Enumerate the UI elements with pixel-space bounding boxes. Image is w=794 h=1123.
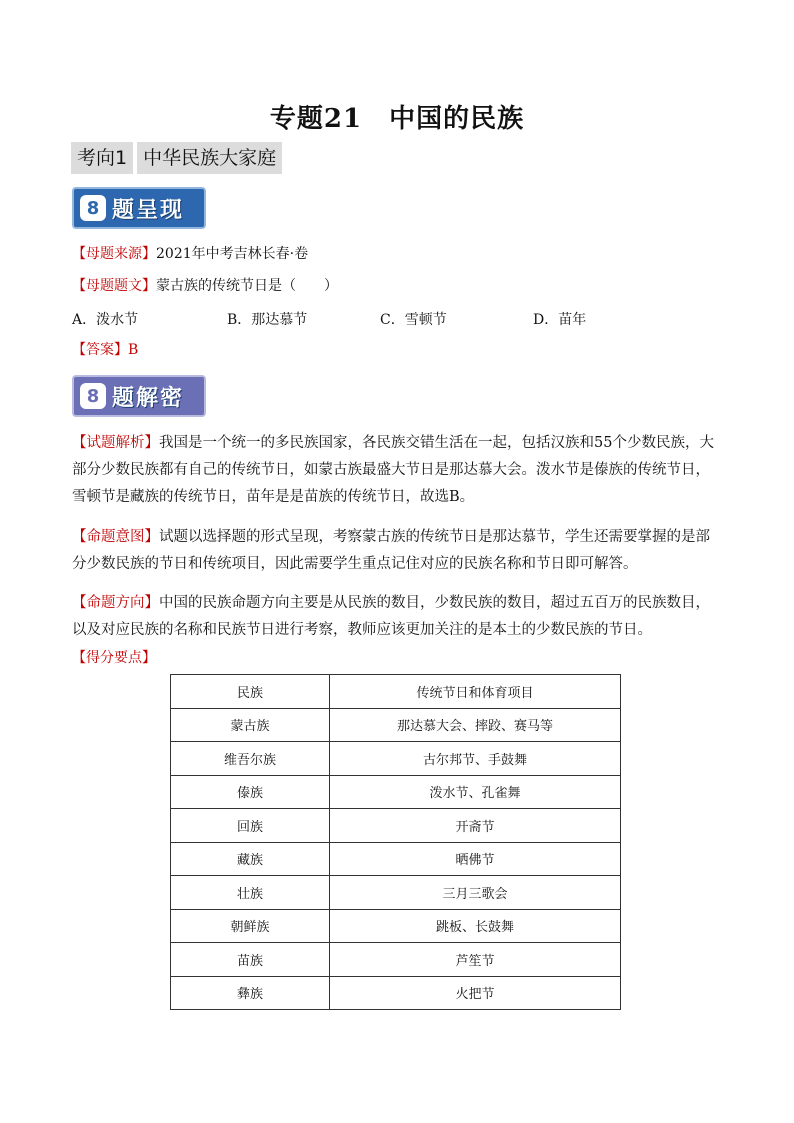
cell-festivals: 开斋节 [330, 809, 621, 843]
banner-badge-icon: 8 [80, 383, 106, 409]
table-row [171, 909, 621, 943]
question-banner [72, 187, 206, 229]
festival-table [170, 674, 621, 1010]
cell-festivals: 古尔邦节、手鼓舞 [330, 742, 621, 776]
cell-ethnic-group: 傣族 [171, 775, 330, 809]
source-label: 【母题来源】 [72, 246, 156, 262]
header-festivals: 传统节日和体育项目 [330, 675, 621, 709]
page-title: 专题21 中国的民族 [269, 104, 525, 134]
question-text: 蒙古族的传统节日是（ ） [156, 278, 338, 294]
cell-ethnic-group: 彝族 [171, 976, 330, 1010]
banner-badge-icon: 8 [80, 195, 106, 221]
table-header-row [171, 675, 621, 709]
cell-festivals: 三月三歌会 [330, 876, 621, 910]
cell-festivals: 泼水节、孔雀舞 [330, 775, 621, 809]
cell-festivals: 芦笙节 [330, 943, 621, 977]
table-row [171, 876, 621, 910]
section-number: 考向1 [71, 142, 133, 174]
table-row [171, 742, 621, 776]
answer-options [72, 309, 732, 329]
analysis-paragraph [72, 430, 724, 511]
cell-ethnic-group: 维吾尔族 [171, 742, 330, 776]
table-row [171, 943, 621, 977]
key-points-line [72, 648, 156, 668]
cell-festivals: 晒佛节 [330, 842, 621, 876]
analysis-label: 【试题解析】 [72, 435, 159, 451]
question-line [72, 276, 338, 296]
answer-value: B [128, 342, 139, 358]
option-d: D．苗年 [533, 312, 587, 328]
direction-text: 中国的民族命题方向主要是从民族的数目，少数民族的数目，超过五百万的民族数目，以及对应民族的名称和民族节日进行考察，教师应该更加关注的是本土的少数民族的节日。 [72, 595, 710, 638]
cell-ethnic-group: 回族 [171, 809, 330, 843]
direction-paragraph [72, 590, 724, 644]
analysis-text: 我国是一个统一的多民族国家，各民族交错生活在一起，包括汉族和55个少数民族，大部分少数民族都有自己的传统节日，如蒙古族最盛大节日是那达慕大会。泼水节是傣族的传统节日，雪顿节是藏族的传统节日，苗年是是苗族的传统节日，故选B。 [72, 435, 714, 505]
source-value: 2021年中考吉林长春·卷 [156, 246, 309, 262]
cell-ethnic-group: 壮族 [171, 876, 330, 910]
option-c: C．雪顿节 [380, 312, 447, 328]
direction-label: 【命题方向】 [72, 595, 159, 611]
cell-ethnic-group: 藏族 [171, 842, 330, 876]
question-label: 【母题题文】 [72, 278, 156, 294]
cell-ethnic-group: 朝鲜族 [171, 909, 330, 943]
intent-label: 【命题意图】 [72, 529, 159, 545]
cell-ethnic-group: 蒙古族 [171, 708, 330, 742]
option-b: B．那达慕节 [227, 312, 308, 328]
answer-label: 【答案】 [72, 342, 128, 358]
table-row [171, 708, 621, 742]
section-heading [71, 142, 282, 174]
banner-text: 题解密 [112, 385, 185, 411]
header-ethnic-group: 民族 [171, 675, 330, 709]
cell-festivals: 那达慕大会、摔跤、赛马等 [330, 708, 621, 742]
table-row [171, 976, 621, 1010]
cell-festivals: 火把节 [330, 976, 621, 1010]
table-row [171, 775, 621, 809]
intent-paragraph [72, 524, 724, 578]
intent-text: 试题以选择题的形式呈现，考察蒙古族的传统节日是那达慕节，学生还需要掌握的是部分少数民族的节日和传统项目，因此需要学生重点记住对应的民族名称和节日即可解答。 [72, 529, 710, 572]
cell-festivals: 跳板、长鼓舞 [330, 909, 621, 943]
cell-ethnic-group: 苗族 [171, 943, 330, 977]
option-a: A．泼水节 [72, 312, 139, 328]
section-name: 中华民族大家庭 [137, 142, 282, 174]
source-line [72, 244, 308, 264]
analysis-banner [72, 375, 206, 417]
table-row [171, 842, 621, 876]
answer-line [72, 340, 138, 360]
banner-text: 题呈现 [112, 197, 185, 223]
table-row [171, 809, 621, 843]
key-points-label: 【得分要点】 [72, 650, 156, 666]
